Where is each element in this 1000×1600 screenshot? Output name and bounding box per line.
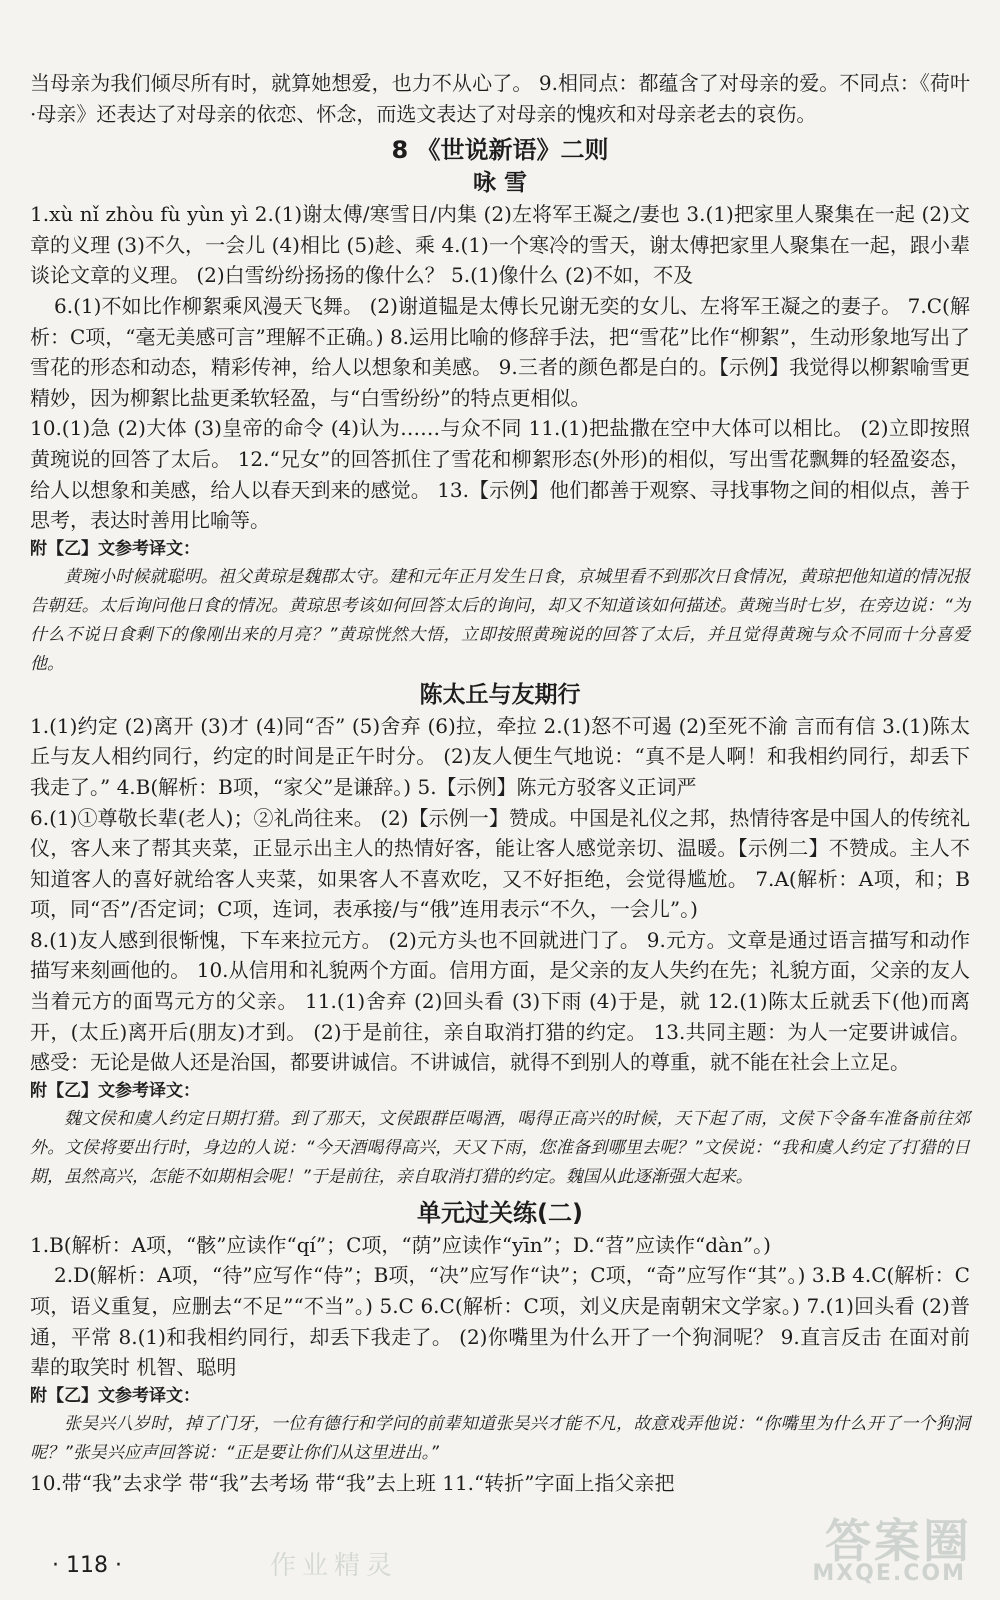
yongxue-answers-3: 10.(1)急 (2)大体 (3)皇帝的命令 (4)认为……与众不同 11.(1)把盐撒在空中大体可以相比。 (2)立即按照黄琬说的回答了太后。 12.“兄女”的回答抓住了雪花和柳絮形态(外形)的相似，写出雪花飘舞的轻盈姿态，给人以想象和美感，给人以春天到来的感觉。 13.【示例】他们都善于观察、寻找事物之间的相似点，善于思考，表达时善用比喻等。	[30, 416, 970, 533]
yongxue-appendix-title: 附【乙】文参考译文：	[30, 538, 200, 559]
chentaiqiu-title: 陈太丘与友期行	[419, 681, 581, 708]
yongxue-answers-2: 6.(1)不如比作柳絮乘风漫天飞舞。 (2)谢道韫是太傅长兄谢无奕的女儿、左将军王凝之的妻子。 7.C(解析：C项，“毫无美感可言”理解不正确。) 8.运用比喻的修辞手法，把“雪花”比作“柳絮”，生动形象地写出了雪花的形态和动态，精彩传神，给人以想象和美感。 9.三者的颜色都是白的。【示例】我觉得以柳絮喻雪更精妙，因为柳絮比盐更柔软轻盈，与“白雪纷纷”的特点更相似。	[30, 293, 970, 410]
yongxue-answers-1: 1.xù nǐ zhòu fù yùn yì 2.(1)谢太傅/寒雪日/内集 (2)左将军王凝之/妻也 3.(1)把家里人聚集在一起 (2)文章的义理 (3)不久，一会儿 (4)相比 (5)趁、乘 4.(1)一个寒冷的雪天，谢太傅把家里人聚集在一起，跟小辈谈论文章的义理。 (2)白雪纷纷扬扬的像什么？ 5.(1)像什么 (2)不如，不及	[30, 202, 970, 288]
page-content	[30, 68, 970, 1498]
chentaiqiu-answers-2: 6.(1)①尊敬长辈(老人)；②礼尚往来。 (2)【示例一】赞成。中国是礼仪之邦，热情待客是中国人的传统礼仪，客人来了帮其夹菜，正显示出主人的热情好客，能让客人感觉亲切、温暖。【示例二】不赞成。主人不知道客人的喜好就给客人夹菜，如果客人不喜欢吃，又不好拒绝，会觉得尴尬。 7.A(解析：A项，和；B项，同“否”/否定词；C项，连词，表承接/与“俄”连用表示“不久，一会儿”。)	[30, 805, 970, 922]
logo-sub-text: MXQE.COM	[812, 1561, 966, 1586]
site-logo	[722, 1505, 972, 1591]
unit-review-answers-3: 10.带“我”去求学 带“我”去考场 带“我”去上班 11.“转折”字面上指父亲把	[30, 1470, 675, 1495]
logo-main-text: 答案圈	[825, 1514, 972, 1568]
unit-review-answers-1: 1.B(解析：A项，“骸”应读作“qí”；C项，“荫”应读作“yīn”；D.“苕”应读作“dàn”。)	[30, 1232, 771, 1257]
unit-review-answers-2: 2.D(解析：A项，“待”应写作“侍”；B项，“决”应写作“诀”；C项，“奇”应写作“其”。) 3.B 4.C(解析：C项，语义重复，应删去“不足”“不当”。) 5.C 6.C(解析：C项，刘义庆是南朝宋文学家。) 7.(1)回头看 (2)普通，平常 8.(1)和我相约同行，却丢下我走了。 (2)你嘴里为什么开了一个狗洞呢？ 9.直言反击 在面对前辈的取笑时 机智、聪明	[30, 1263, 970, 1380]
yongxue-translation: 黄琬小时候就聪明。祖父黄琼是魏郡太守。建和元年正月发生日食，京城里看不到那次日食情况，黄琼把他知道的情况报告朝廷。太后询问他日食的情况。黄琼思考该如何回答太后的询问，却又不知道该如何描述。黄琬当时七岁，在旁边说：“为什么不说日食剩下的像刚出来的月亮？”黄琼恍然大悟，立即按照黄琬说的回答了太后，并且觉得黄琬与众不同而十分喜爱他。	[30, 566, 970, 674]
yongxue-title: 咏 雪	[472, 170, 527, 197]
chentaiqiu-answers-3: 8.(1)友人感到很惭愧，下车来拉元方。 (2)元方头也不回就进门了。 9.元方。文章是通过语言描写和动作描写来刻画他的。 10.从信用和礼貌两个方面。信用方面，是父亲的友人失约在先；礼貌方面，父亲的友人当着元方的面骂元方的父亲。 11.(1)舍弃 (2)回头看 (3)下雨 (4)于是，就 12.(1)陈太丘就丢下(他)而离开，(太丘)离开后(朋友)才到。 (2)于是前往，亲自取消打猎的约定。 13.共同主题：为人一定要讲诚信。感受：无论是做人还是治国，都要讲诚信。不讲诚信，就得不到别人的尊重，就不能在社会上立足。	[30, 927, 970, 1075]
intro-paragraph: 当母亲为我们倾尽所有时，就算她想爱，也力不从心了。 9.相同点：都蕴含了对母亲的爱。不同点：《荷叶·母亲》还表达了对母亲的依恋、怀念，而选文表达了对母亲的愧疚和对母亲老去的哀伤。	[30, 71, 970, 126]
page-number: · 118 ·	[52, 1553, 122, 1578]
chentaiqiu-translation: 魏文侯和虞人约定日期打猎。到了那天，文侯跟群臣喝酒，喝得正高兴的时候，天下起了雨，文侯下令备车准备前往郊外。文侯将要出行时，身边的人说：“今天酒喝得高兴，天又下雨，您准备到哪里去呢？”文侯说：“我和虞人约定了打猎的日期，虽然高兴，怎能不如期相会呢！”于是前往，亲自取消打猎的约定。魏国从此逐渐强大起来。	[30, 1108, 970, 1187]
chentaiqiu-answers-1: 1.(1)约定 (2)离开 (3)才 (4)同“否” (5)舍弃 (6)拉，牵拉 2.(1)怒不可遏 (2)至死不渝 言而有信 3.(1)陈太丘与友人相约同行，约定的时间是正午时分。 (2)友人便生气地说：“真不是人啊！和我相约同行，却丢下我走了。” 4.B(解析：B项，“家父”是谦辞。) 5.【示例】陈元方驳客义正词严	[30, 713, 970, 799]
unit-review-translation: 张吴兴八岁时，掉了门牙，一位有德行和学问的前辈知道张吴兴才能不凡，故意戏弄他说：“你嘴里为什么开了一个狗洞呢？”张吴兴应声回答说：“正是要让你们从这里进出。”	[30, 1413, 970, 1463]
chentaiqiu-appendix-title: 附【乙】文参考译文：	[30, 1080, 200, 1101]
unit-review-appendix-title: 附【乙】文参考译文：	[30, 1385, 200, 1406]
unit-review-title: 单元过关练(二)	[417, 1198, 583, 1227]
section-title: 8 《世说新语》二则	[391, 136, 609, 165]
watermark-text: 作业精灵	[270, 1551, 399, 1581]
